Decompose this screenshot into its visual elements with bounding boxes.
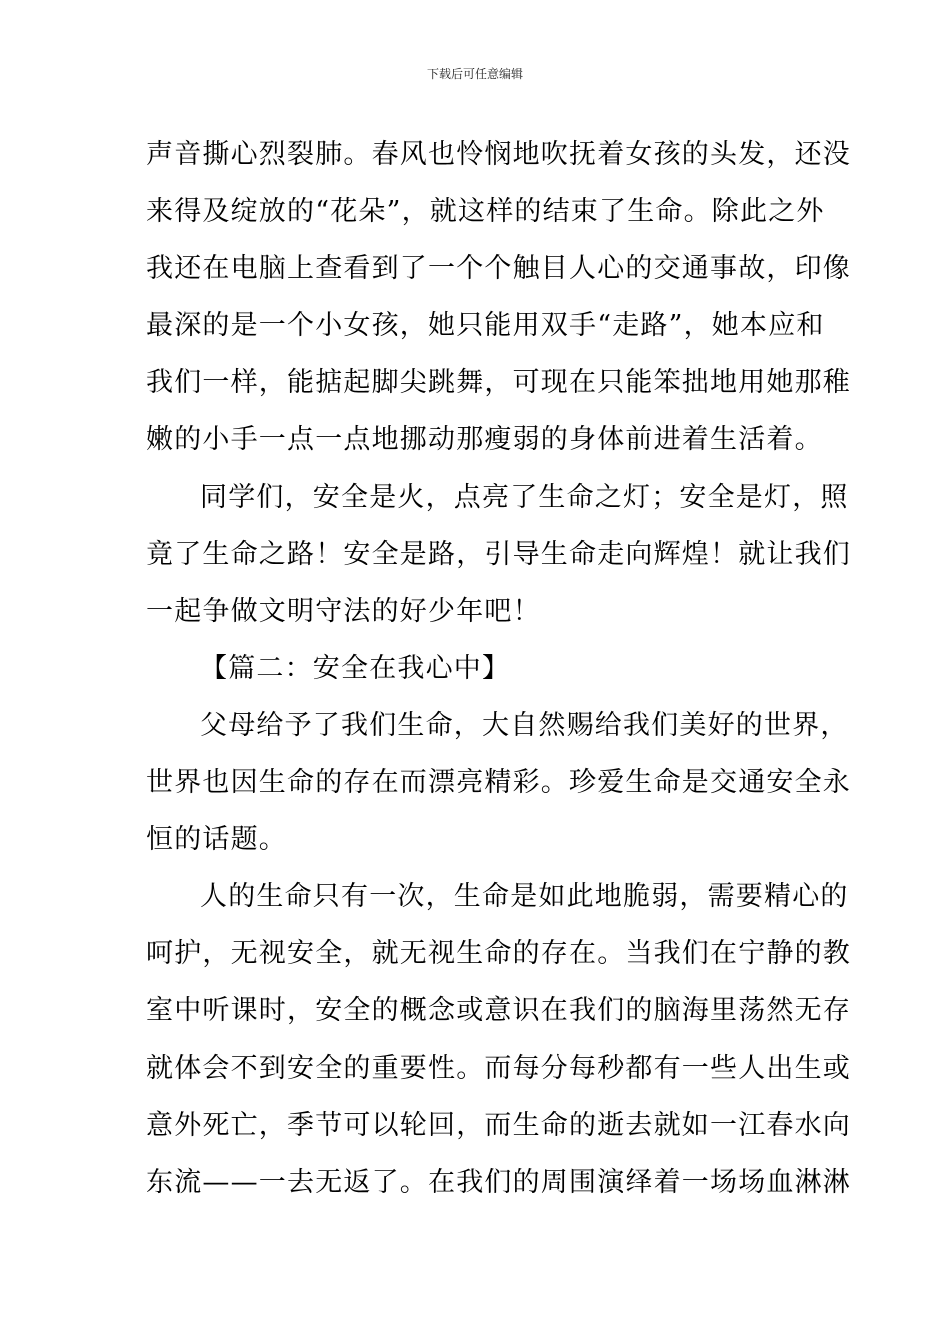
body-line: 东流——一去无返了。在我们的周围演绎着一场场血淋淋 [146,1166,851,1198]
body-line: 世界也因生命的存在而漂亮精彩。珍爱生命是交通安全永 [146,767,851,799]
body-line: 室中听课时，安全的概念或意识在我们的脑海里荡然无存 [146,995,851,1027]
body-line: 竟了生命之路！安全是路，引导生命走向辉煌！就让我们 [146,538,851,570]
body-line: 就体会不到安全的重要性。而每分每秒都有一些人出生或 [146,1052,851,1084]
body-line: 来得及绽放的“花朵”，就这样的结束了生命。除此之外 [146,196,825,228]
body-line: 我还在电脑上查看到了一个个触目人心的交通事故，印像 [146,253,851,285]
body-line: 声音撕心烈裂肺。春风也怜悯地吹抚着女孩的头发，还没 [146,139,851,170]
body-line: 恒的话题。 [146,824,287,856]
paragraph-start-line: 人的生命只有一次，生命是如此地脆弱，需要精心的 [200,881,849,913]
paragraph-start-line: 父母给予了我们生命，大自然赐给我们美好的世界， [200,709,849,741]
paragraph-start-line: 同学们，安全是火，点亮了生命之灯；安全是灯，照 [200,481,849,513]
body-line: 呵护，无视安全，就无视生命的存在。当我们在宁静的教 [146,938,851,970]
body-line: 最深的是一个小女孩，她只能用双手“走路”，她本应和 [146,310,825,342]
body-line: 意外死亡，季节可以轮回，而生命的逝去就如一江春水向 [146,1109,851,1141]
page-header-note: 下载后可任意编辑 [426,67,523,81]
document-body [146,126,851,1211]
section-heading: 【篇二：安全在我心中】 [200,652,511,684]
body-line: 一起争做文明守法的好少年吧！ [146,595,541,627]
body-line: 我们一样，能掂起脚尖跳舞，可现在只能笨拙地用她那稚 [146,367,851,399]
body-line: 嫩的小手一点一点地挪动那瘦弱的身体前进着生活着。 [146,424,823,456]
